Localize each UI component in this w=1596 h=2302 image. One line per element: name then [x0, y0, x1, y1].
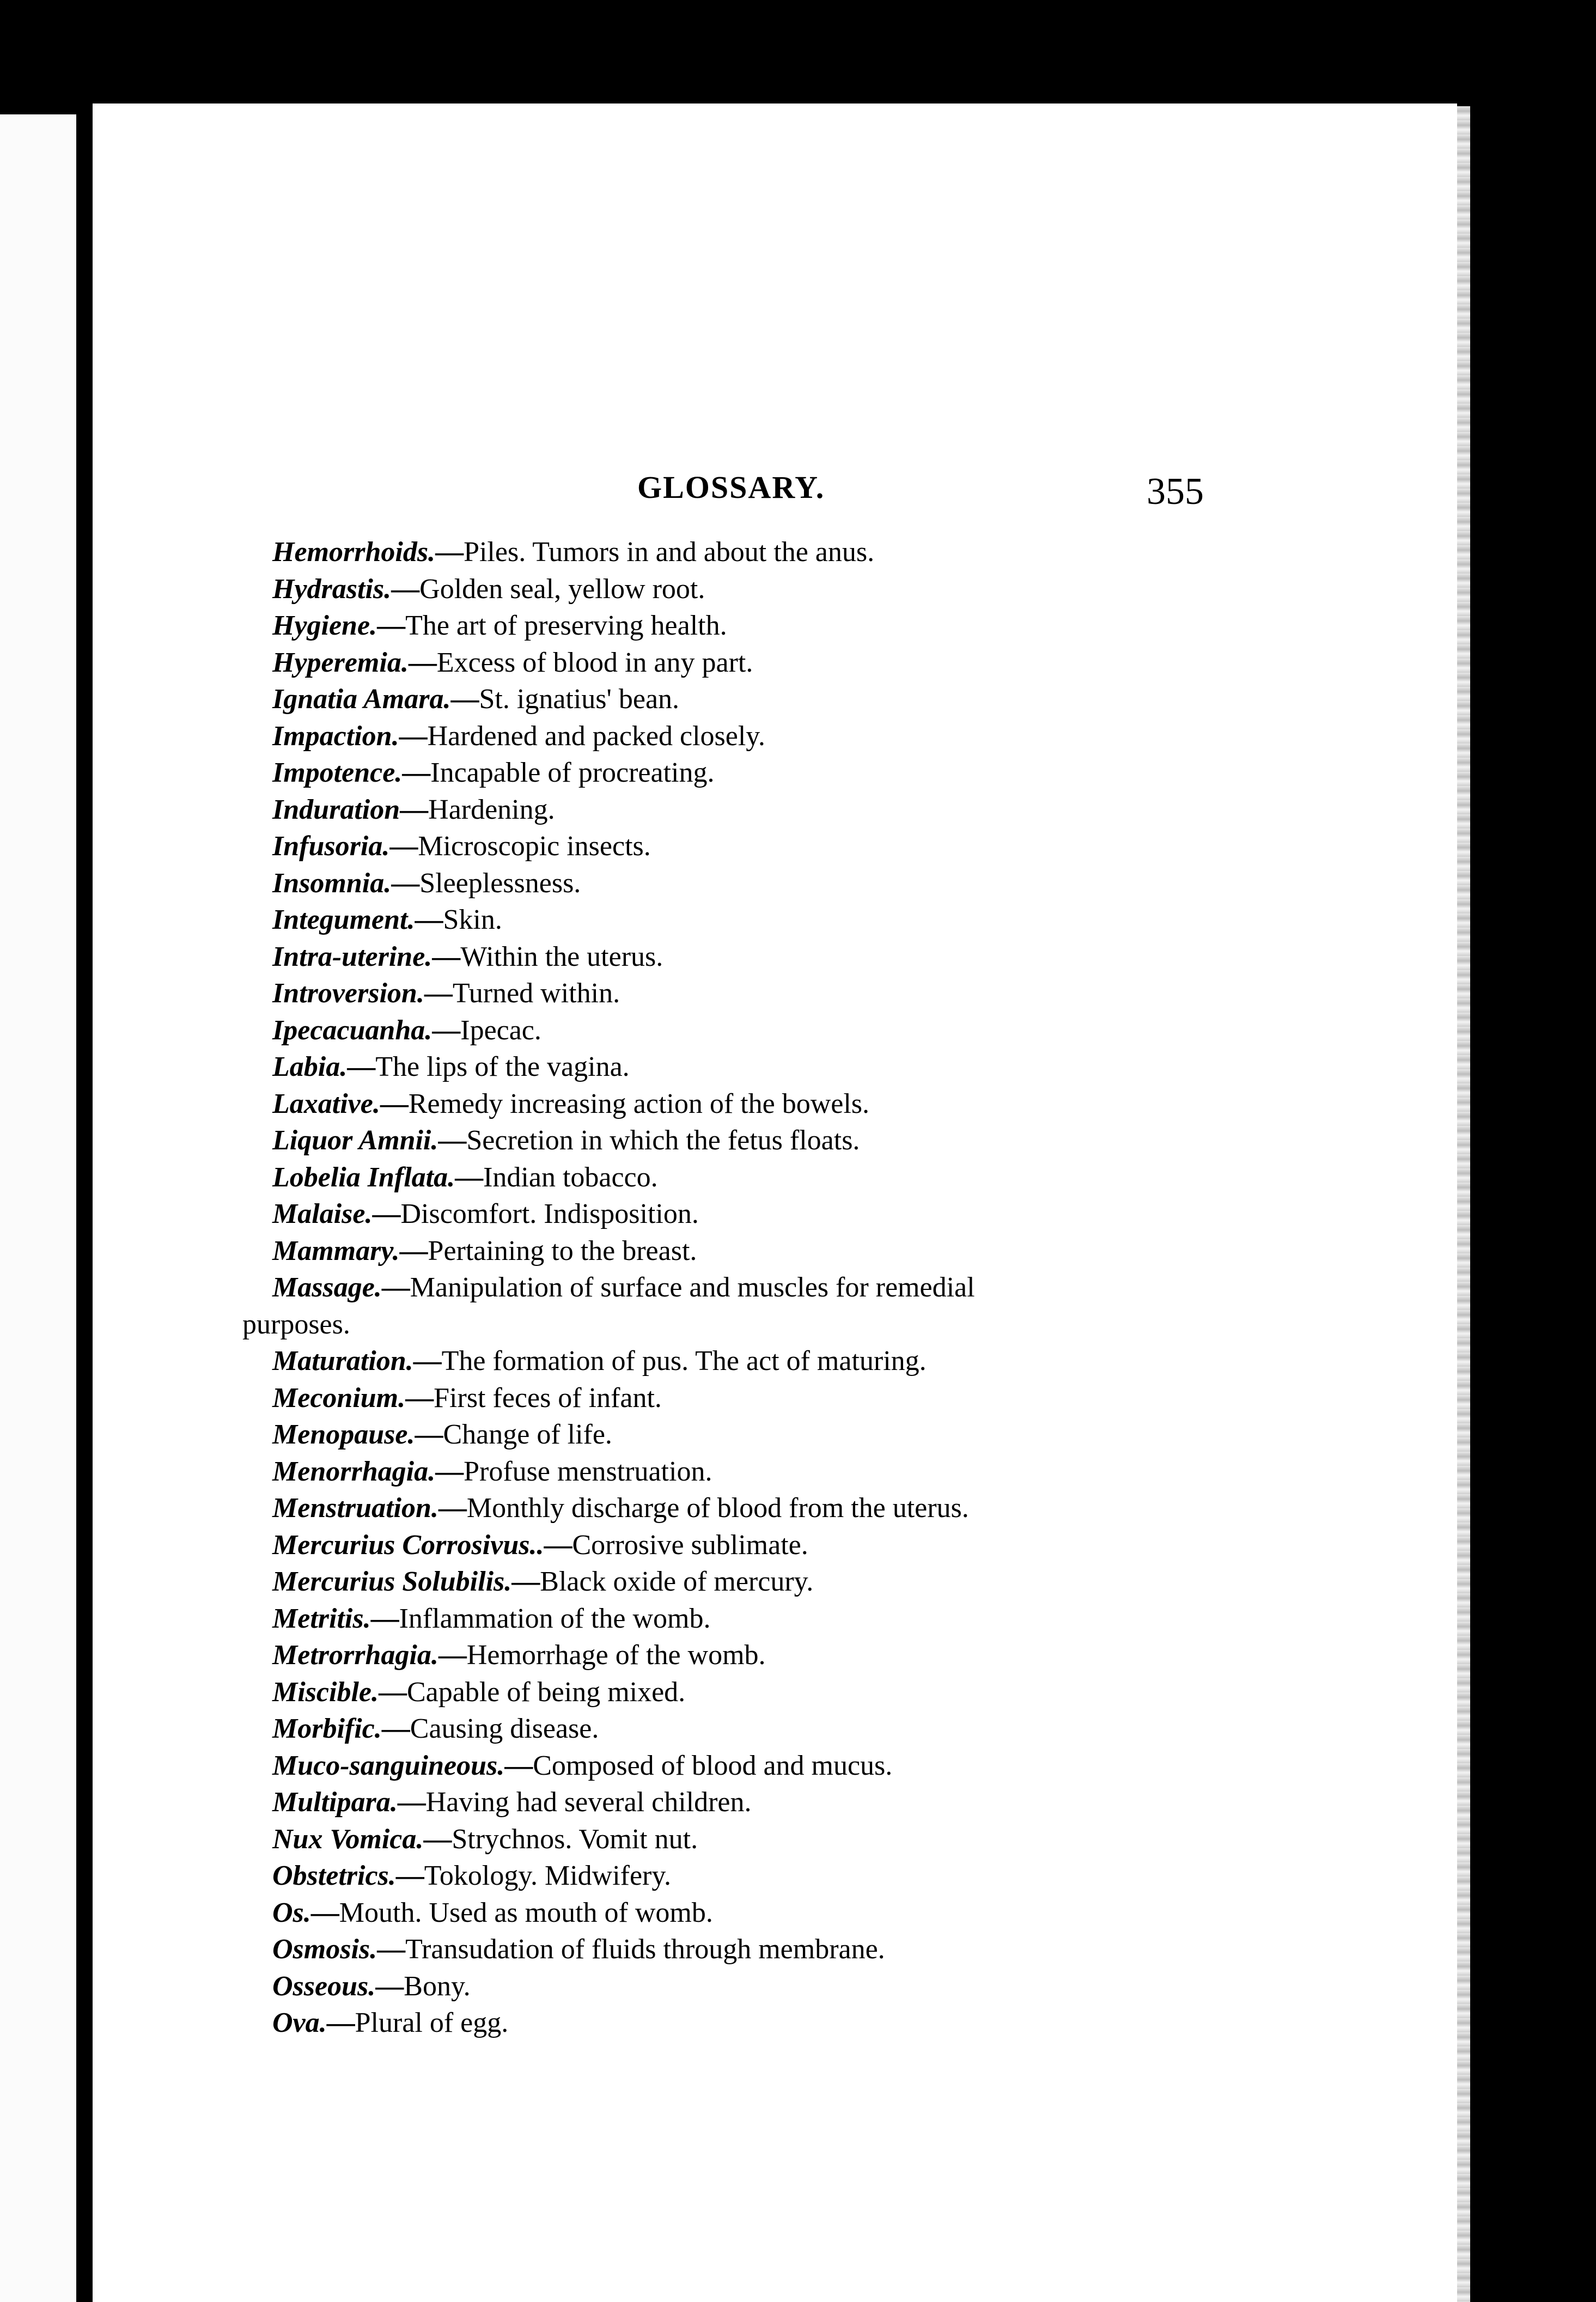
glossary-entry [272, 1674, 1302, 1711]
glossary-entry [272, 1049, 1302, 1086]
term-separator: — [381, 1272, 410, 1303]
term-separator: — [370, 1603, 399, 1634]
glossary-entry [272, 571, 1302, 608]
glossary-entry [272, 644, 1302, 681]
glossary-entry [272, 939, 1302, 976]
glossary-term: Obstetrics. [272, 1860, 396, 1891]
glossary-term: Insomnia. [272, 867, 392, 899]
glossary-definition: The lips of the vagina. [375, 1051, 630, 1082]
glossary-definition: Composed of blood and mucus. [533, 1750, 893, 1781]
glossary-term: Mammary. [272, 1235, 400, 1266]
scan-left-margin-strip [0, 114, 76, 2302]
glossary-definition: Piles. Tumors in and about the anus. [464, 537, 875, 568]
glossary-definition: Capable of being mixed. [406, 1676, 686, 1708]
glossary-entry [272, 828, 1302, 865]
glossary-entry [272, 1895, 1302, 1932]
term-separator: — [438, 1640, 467, 1671]
glossary-entry [272, 1343, 1302, 1380]
term-separator: — [347, 1051, 376, 1082]
glossary-definition: Golden seal, yellow root. [419, 573, 705, 605]
glossary-definition: Microscopic insects. [418, 831, 651, 862]
glossary-definition: Manipulation of surface and muscles for remedial [410, 1272, 975, 1303]
glossary-term: Hygiene. [272, 610, 377, 641]
glossary-definition: Incapable of procreating. [430, 757, 715, 788]
glossary-entry [272, 1453, 1302, 1490]
term-separator: — [389, 831, 418, 862]
glossary-definition: Profuse menstruation. [464, 1456, 712, 1487]
term-separator: — [424, 978, 453, 1009]
term-separator: — [381, 1713, 410, 1744]
term-separator: — [413, 1345, 442, 1377]
glossary-definition: Black oxide of mercury. [540, 1566, 814, 1597]
term-separator: — [405, 1382, 434, 1414]
term-separator: — [377, 1934, 406, 1965]
term-separator: — [397, 1787, 426, 1818]
glossary-definition: Turned within. [452, 978, 620, 1009]
term-separator: — [326, 2007, 355, 2038]
glossary-entry [272, 1196, 1302, 1233]
glossary-definition: Change of life. [443, 1419, 612, 1450]
term-separator: — [400, 794, 429, 825]
term-separator: — [310, 1897, 339, 1928]
glossary-definition: Hardened and packed closely. [427, 720, 765, 752]
term-separator: — [504, 1750, 533, 1781]
glossary-definition: Hemorrhage of the womb. [466, 1640, 766, 1671]
glossary-entry [272, 681, 1302, 718]
running-title: GLOSSARY. [637, 470, 825, 505]
glossary-definition: Having had several children. [425, 1787, 752, 1818]
glossary-definition: The art of preserving health. [405, 610, 727, 641]
glossary-entry [272, 791, 1302, 829]
glossary-term: Ignatia Amara. [272, 684, 451, 715]
glossary-entry [272, 1931, 1302, 1968]
glossary-term: Meconium. [272, 1382, 406, 1414]
glossary-entry [272, 607, 1302, 644]
glossary-term: Mercurius Corrosivus.. [272, 1529, 544, 1561]
glossary-term: Morbific. [272, 1713, 382, 1744]
glossary-term: Impotence. [272, 757, 403, 788]
glossary-definition: Skin. [443, 904, 502, 935]
glossary-term: Menorrhagia. [272, 1456, 436, 1487]
term-separator: — [432, 1014, 461, 1046]
term-separator: — [378, 1676, 407, 1708]
glossary-entry [272, 1747, 1302, 1785]
term-separator: — [372, 1198, 401, 1229]
glossary-term: Maturation. [272, 1345, 413, 1377]
term-separator: — [432, 941, 461, 972]
glossary-entry [272, 1637, 1302, 1674]
glossary-term: Menstruation. [272, 1493, 438, 1524]
term-separator: — [435, 1456, 464, 1487]
glossary-definition: Plural of egg. [355, 2007, 509, 2038]
glossary-definition: Tokology. Midwifery. [424, 1860, 671, 1891]
glossary-entry [272, 754, 1302, 791]
glossary-entry [272, 1122, 1302, 1159]
glossary-definition: Indian tobacco. [483, 1161, 658, 1193]
glossary-entry [272, 975, 1302, 1012]
glossary-term: Os. [272, 1897, 311, 1928]
glossary-entry [272, 1490, 1302, 1527]
page-number: 355 [1147, 471, 1204, 513]
glossary-term: Labia. [272, 1051, 348, 1082]
glossary-entry [272, 1710, 1302, 1747]
term-separator: — [399, 1235, 428, 1266]
glossary-term: Hemorrhoids. [272, 537, 436, 568]
glossary-entry [272, 1527, 1302, 1564]
glossary-term: Mercurius Solubilis. [272, 1566, 512, 1597]
glossary-term: Malaise. [272, 1198, 373, 1229]
term-separator: — [438, 1125, 467, 1156]
glossary-entry [272, 1416, 1302, 1453]
glossary-definition: First feces of infant. [434, 1382, 662, 1414]
term-separator: — [402, 757, 431, 788]
glossary-definition: Pertaining to the breast. [428, 1235, 697, 1266]
glossary-definition: Hardening. [428, 794, 555, 825]
term-separator: — [415, 904, 443, 935]
glossary-entry [272, 1233, 1302, 1270]
glossary-definition: Monthly discharge of blood from the uterus. [466, 1493, 969, 1524]
term-separator: — [375, 1970, 404, 2002]
glossary-term: Intra-uterine. [272, 941, 432, 972]
glossary-definition: Mouth. Used as mouth of womb. [339, 1897, 713, 1928]
glossary-entry [242, 1269, 1302, 1343]
term-separator: — [377, 610, 406, 641]
glossary-definition: Remedy increasing action of the bowels. [408, 1088, 870, 1119]
glossary-term: Ipecacuanha. [272, 1014, 432, 1046]
glossary-entry [272, 1858, 1302, 1895]
glossary-definition: Discomfort. Indisposition. [400, 1198, 699, 1229]
glossary-definition: Causing disease. [410, 1713, 599, 1744]
glossary-term: Laxative. [272, 1088, 380, 1119]
glossary-definition: Secretion in which the fetus floats. [466, 1125, 860, 1156]
glossary-definition: Transudation of fluids through membrane. [405, 1934, 885, 1965]
glossary-definition: Corrosive sublimate. [572, 1529, 808, 1561]
glossary-definition: Within the uterus. [460, 941, 663, 972]
glossary-entry [272, 2005, 1302, 2042]
glossary-term: Liquor Amnii. [272, 1125, 438, 1156]
glossary-term: Osseous. [272, 1970, 376, 2002]
glossary-term: Multipara. [272, 1787, 398, 1818]
term-separator: — [450, 684, 479, 715]
book-page [93, 103, 1457, 2302]
page-header [93, 466, 1457, 515]
term-separator: — [395, 1860, 424, 1891]
glossary-entry [272, 1821, 1302, 1858]
glossary-entry [272, 902, 1302, 939]
page-right-edge [1457, 106, 1470, 2302]
definition-continuation: purposes. [242, 1308, 350, 1340]
glossary-definition: Inflammation of the womb. [399, 1603, 711, 1634]
glossary-term: Ova. [272, 2007, 327, 2038]
glossary-term: Nux Vomica. [272, 1823, 424, 1855]
glossary-entry [272, 1012, 1302, 1049]
glossary-term: Osmosis. [272, 1934, 377, 1965]
term-separator: — [423, 1823, 452, 1855]
glossary-definition: Excess of blood in any part. [436, 647, 753, 678]
term-separator: — [380, 1088, 409, 1119]
glossary-entry [272, 534, 1302, 571]
term-separator: — [435, 537, 464, 568]
glossary-definition: The formation of pus. The act of maturing. [441, 1345, 927, 1377]
term-separator: — [415, 1419, 443, 1450]
glossary-definition: Strychnos. Vomit nut. [452, 1823, 698, 1855]
glossary-term: Infusoria. [272, 831, 390, 862]
glossary-definition: St. ignatius' bean. [479, 684, 680, 715]
glossary-term: Massage. [272, 1272, 382, 1303]
scan-gutter-shadow [76, 114, 93, 2302]
glossary-term: Impaction. [272, 720, 399, 752]
glossary-term: Induration [272, 794, 400, 825]
glossary-term: Hydrastis. [272, 573, 392, 605]
glossary-entry [272, 1600, 1302, 1637]
term-separator: — [511, 1566, 540, 1597]
glossary-entry [272, 1159, 1302, 1196]
term-separator: — [408, 647, 437, 678]
glossary-term: Metritis. [272, 1603, 371, 1634]
glossary-entry [272, 865, 1302, 902]
glossary-definition: Bony. [404, 1970, 471, 2002]
glossary-term: Lobelia Inflata. [272, 1161, 455, 1193]
glossary-entry-list [242, 534, 1302, 2042]
glossary-definition: Sleeplessness. [419, 867, 581, 899]
glossary-entry [272, 1380, 1302, 1417]
glossary-term: Metrorrhagia. [272, 1640, 438, 1671]
term-separator: — [544, 1529, 572, 1561]
term-separator: — [391, 573, 420, 605]
term-separator: — [399, 720, 428, 752]
glossary-entry [272, 1563, 1302, 1600]
glossary-entry [272, 1968, 1302, 2005]
glossary-term: Integument. [272, 904, 415, 935]
glossary-entry [272, 1086, 1302, 1123]
term-separator: — [455, 1161, 484, 1193]
glossary-entry [272, 718, 1302, 755]
glossary-term: Miscible. [272, 1676, 379, 1708]
glossary-term: Muco-sanguineous. [272, 1750, 505, 1781]
glossary-definition: Ipecac. [460, 1014, 541, 1046]
glossary-term: Introversion. [272, 978, 424, 1009]
glossary-entry [272, 1784, 1302, 1821]
glossary-term: Hyperemia. [272, 647, 409, 678]
term-separator: — [438, 1493, 467, 1524]
glossary-term: Menopause. [272, 1419, 415, 1450]
term-separator: — [391, 867, 420, 899]
